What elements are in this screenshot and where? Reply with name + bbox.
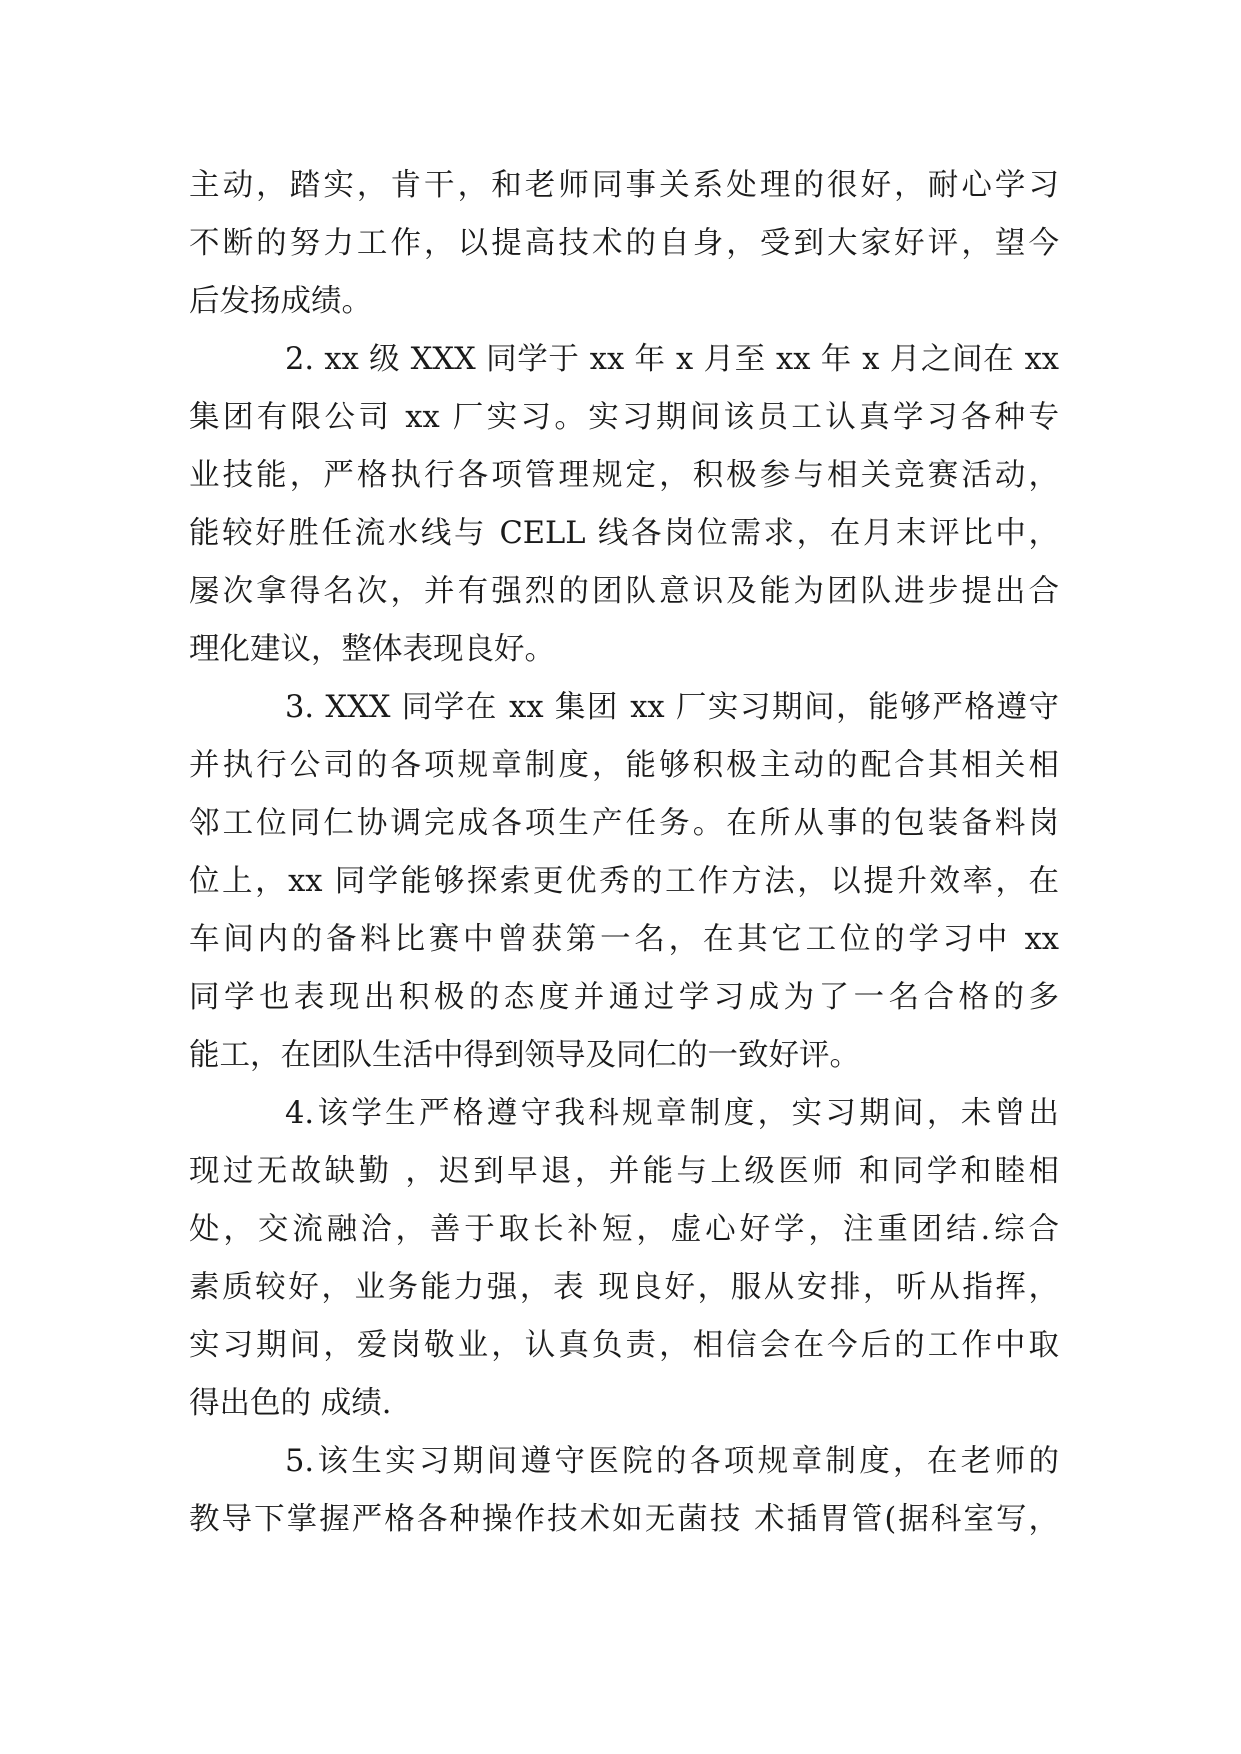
text-line: 同学也表现出积极的态度并通过学习成为了一名合格的多 xyxy=(189,980,1059,1015)
text-line: 集团有限公司 xx 厂实习。实习期间该员工认真学习各种专 xyxy=(189,400,1059,435)
text-line: 车间内的备料比赛中曾获第一名，在其它工位的学习中 xx xyxy=(189,922,1059,957)
text-line: 并执行公司的各项规章制度，能够积极主动的配合其相关相 xyxy=(189,748,1059,783)
text-line: 能工，在团队生活中得到领导及同仁的一致好评。 xyxy=(189,1038,860,1073)
text-line: 现过无故缺勤 ，迟到早退，并能与上级医师 和同学和睦相 xyxy=(189,1154,1059,1189)
text-line: 处，交流融洽，善于取长补短，虚心好学，注重团结.综合 xyxy=(189,1212,1059,1247)
text-line: 后发扬成绩。 xyxy=(189,284,372,319)
document-body xyxy=(189,157,1059,1549)
text-line: 5.该生实习期间遵守医院的各项规章制度，在老师的 xyxy=(285,1444,1059,1479)
text-line: 能较好胜任流水线与 CELL 线各岗位需求，在月末评比中， xyxy=(189,516,1059,551)
text-line: 教导下掌握严格各种操作技术如无菌技 术插胃管(据科室写， xyxy=(189,1502,1059,1537)
text-line: 实习期间，爱岗敬业，认真负责，相信会在今后的工作中取 xyxy=(189,1328,1059,1363)
text-line: 得出色的 成绩. xyxy=(189,1386,392,1421)
text-line: 4.该学生严格遵守我科规章制度，实习期间，未曾出 xyxy=(285,1096,1059,1131)
text-line: 业技能，严格执行各项管理规定，积极参与相关竞赛活动， xyxy=(189,458,1059,493)
text-line: 屡次拿得名次，并有强烈的团队意识及能为团队进步提出合 xyxy=(189,574,1059,609)
text-line: 主动，踏实，肯干，和老师同事关系处理的很好，耐心学习 xyxy=(189,168,1059,203)
text-line: 理化建议，整体表现良好。 xyxy=(189,632,555,667)
text-line: 素质较好，业务能力强，表 现良好，服从安排，听从指挥， xyxy=(189,1270,1059,1305)
text-line: 邻工位同仁协调完成各项生产任务。在所从事的包装备料岗 xyxy=(189,806,1059,841)
text-line: 3. XXX 同学在 xx 集团 xx 厂实习期间，能够严格遵守 xyxy=(285,690,1059,725)
text-line: 2. xx 级 XXX 同学于 xx 年 x 月至 xx 年 x 月之间在 xx xyxy=(285,342,1059,377)
text-line: 位上，xx 同学能够探索更优秀的工作方法，以提升效率，在 xyxy=(189,864,1059,899)
text-line: 不断的努力工作，以提高技术的自身，受到大家好评，望今 xyxy=(189,226,1059,261)
